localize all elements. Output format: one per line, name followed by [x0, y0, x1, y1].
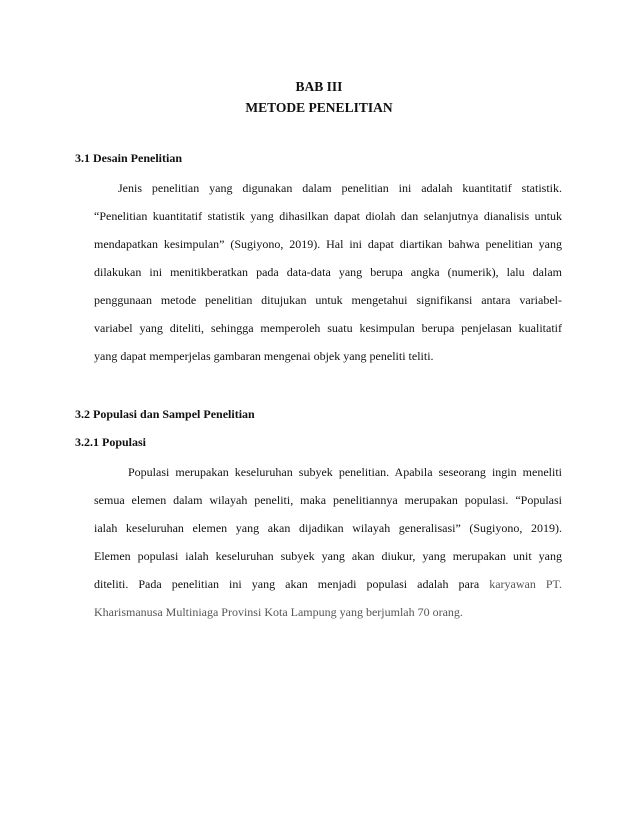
paragraph-line: Elemen populasi ialah keseluruhan subyek yang akan diukur, yang merupakan unit yang: [94, 549, 562, 563]
paragraph-line: “Penelitian kuantitatif statistik yang dihasilkan dapat diolah dan selanjutnya dianalisis untuk: [94, 209, 562, 223]
paragraph-line: dilakukan ini menitikberatkan pada data-data yang berupa angka (numerik), lalu dalam: [94, 265, 562, 279]
paragraph-line: variabel yang diteliti, sehingga memperoleh suatu kesimpulan berupa penjelasan kualitatif: [94, 321, 562, 335]
paragraph-line: penggunaan metode penelitian ditujukan untuk mengetahui signifikansi antara variabel-: [94, 293, 562, 307]
section-heading-3-1: 3.1 Desain Penelitian: [75, 151, 182, 165]
section-heading-3-2: 3.2 Populasi dan Sampel Penelitian: [75, 407, 255, 421]
chapter-number: BAB III: [295, 79, 343, 94]
paragraph-line: yang dapat memperjelas gambaran mengenai objek yang peneliti teliti.: [94, 349, 434, 363]
paragraph-desain-penelitian: [94, 174, 562, 370]
chapter-title: METODE PENELITIAN: [245, 100, 393, 115]
section-heading-3-2-1: 3.2.1 Populasi: [75, 435, 147, 449]
paragraph-line: semua elemen dalam wilayah peneliti, maka penelitiannya merupakan populasi. “Populasi: [94, 493, 562, 507]
paragraph-line-tail: karyawan PT.: [489, 577, 562, 591]
paragraph-line: Populasi merupakan keseluruhan subyek penelitian. Apabila seseorang ingin meneliti: [128, 465, 562, 479]
paragraph-line: Kharismanusa Multiniaga Provinsi Kota Lampung yang berjumlah 70 orang.: [94, 605, 463, 619]
paragraph-populasi: [94, 458, 562, 626]
paragraph-line-with-gray-tail: [94, 570, 562, 598]
paragraph-line-text: diteliti. Pada penelitian ini yang akan menjadi populasi adalah para: [94, 577, 490, 591]
paragraph-line: ialah keseluruhan elemen yang akan dijadikan wilayah generalisasi” (Sugiyono, 2019).: [94, 521, 562, 535]
paragraph-line: mendapatkan kesimpulan” (Sugiyono, 2019). Hal ini dapat diartikan bahwa penelitian yang: [94, 237, 562, 251]
paragraph-line: Jenis penelitian yang digunakan dalam penelitian ini adalah kuantitatif statistik.: [118, 181, 562, 195]
